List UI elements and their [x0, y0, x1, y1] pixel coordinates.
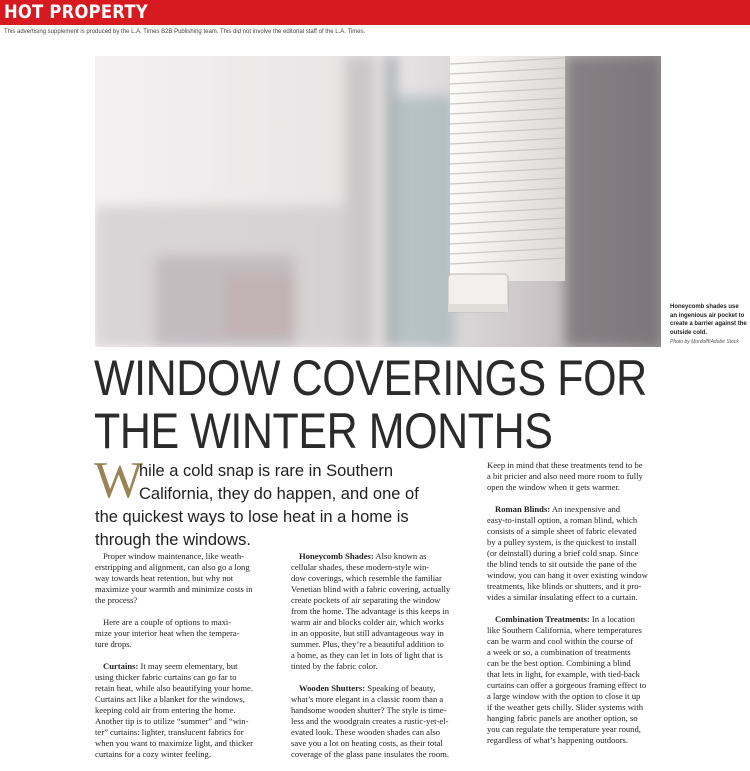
text-line: Curtains act like a blanket for the windows,: [95, 694, 245, 704]
lead-paragraph: [95, 460, 475, 552]
text-line: An inexpensive and: [550, 504, 621, 514]
text-line: keeping cold air from entering the home.: [95, 705, 236, 715]
text-line: if the weather gets chilly. Slider systems with: [487, 702, 644, 712]
subhead-wooden-shutters: Wooden Shutters:: [299, 683, 366, 693]
text-line: Venetian blind with a fabric covering, actually: [291, 584, 451, 594]
drop-cap: W: [94, 452, 144, 509]
paragraph: [487, 614, 687, 746]
text-line: treatments, like blinds or shutters, and it pro-: [487, 581, 642, 591]
text-line: regardless of what’s happening outdoors.: [487, 735, 629, 745]
text-line: way towards heat retention, but why not: [95, 573, 234, 583]
advertising-disclaimer: This advertising supplement is produced by the L.A. Times B2B Publishing team. This did not involve the editorial staff of the L.A. Times.: [4, 29, 366, 35]
subhead-combination-treatments: Combination Treatments:: [495, 614, 590, 624]
text-line: the blind tends to sit outside the pane of the: [487, 559, 637, 569]
text-line: when you want to maximize light, and thicker: [95, 738, 253, 748]
text-line: hanging fabric panels are another option, so: [487, 713, 638, 723]
lead-line: the quickest ways to lose heat in a home is: [95, 508, 409, 526]
caption-line: an ingenious air pocket to: [670, 312, 745, 319]
text-line: evated look. These wooden shades can also: [291, 727, 440, 737]
text-line: open the window when it gets warmer.: [487, 482, 620, 492]
text-line: what’s more elegant in a classic room than a: [291, 694, 444, 704]
subhead-honeycomb-shades: Honeycomb Shades:: [299, 551, 374, 561]
photo-illustration: [95, 56, 661, 347]
text-line: In a location: [589, 614, 635, 624]
paragraph: [487, 504, 687, 603]
body-column-2: [291, 551, 481, 771]
paragraph: [291, 551, 481, 672]
text-line: easy-to-install option, a roman blind, which: [487, 515, 638, 525]
text-line: by a pulley system, is the quickest to install: [487, 537, 637, 547]
paragraph: [291, 683, 481, 760]
text-line: erstripping and alignment, can also go a long: [95, 562, 250, 572]
text-line: vides a similar insulating effect to a curtain.: [487, 592, 638, 602]
subhead-roman-blinds: Roman Blinds:: [495, 504, 551, 514]
text-line: It may seem elementary, but: [138, 661, 238, 671]
text-line: dow coverings, which resemble the familiar: [291, 573, 442, 583]
text-line: in an opposite, but still advantageous way in: [291, 628, 444, 638]
text-line: ter” curtains: lighter, translucent fabrics for: [95, 727, 244, 737]
text-line: can be the best option. Combining a blind: [487, 658, 631, 668]
text-line: Also known as: [373, 551, 427, 561]
text-line: that lets in light, for example, with tied-back: [487, 669, 640, 679]
headline-line-2: THE WINTER MONTHS: [94, 403, 553, 459]
text-line: can be warm and cool within the course of: [487, 636, 634, 646]
text-line: using thicker fabric curtains can go far to: [95, 672, 237, 682]
body-column-1: [95, 551, 285, 771]
caption-line: Honeycomb shades use: [670, 304, 739, 310]
lead-line: through the windows.: [95, 531, 251, 549]
text-line: a week or so, a combination of treatments: [487, 647, 631, 657]
text-line: Keep in mind that these treatments tend to be: [487, 460, 643, 470]
text-line: mize your interior heat when the tempera-: [95, 628, 240, 638]
paragraph: [95, 551, 285, 606]
text-line: less and the woodgrain creates a rustic-yet-el-: [291, 716, 449, 726]
article-headline: [94, 350, 647, 459]
headline-line-1: WINDOW COVERINGS FOR: [94, 350, 647, 406]
text-line: Another tip is to utilize “summer” and “win-: [95, 716, 249, 726]
text-line: handsome wooden shutter? The style is time-: [291, 705, 447, 715]
photo-caption: [670, 303, 750, 337]
text-line: a large window with the option to close it up: [487, 691, 641, 701]
section-label: HOT PROPERTY: [4, 1, 148, 23]
text-line: like Southern California, where temperatures: [487, 625, 642, 635]
text-line: Proper window maintenance, like weath-: [103, 551, 245, 561]
body-column-3: [487, 460, 687, 757]
text-line: tinted by the fabric color.: [291, 661, 378, 671]
text-line: curtains for a cozy winter feeling.: [95, 749, 211, 759]
text-line: summer. Plus, they’re a beautiful addition to: [291, 639, 444, 649]
text-line: a bit pricier and also need more room to fully: [487, 471, 643, 481]
text-line: cellular shades, these modern-style win-: [291, 562, 430, 572]
text-line: from the home. The advantage is this keeps in: [291, 606, 450, 616]
paragraph: [95, 661, 285, 760]
text-line: the process?: [95, 595, 138, 605]
text-line: save you a lot on heating costs, as their total: [291, 738, 443, 748]
text-line: coverage of the glass pane insulates the room.: [291, 749, 449, 759]
photo-credit: Photo by Mordolff/Adobe Stock: [670, 339, 739, 345]
caption-line: create a barrier against the: [670, 321, 747, 327]
lead-line: California, they do happen, and one of: [139, 485, 419, 503]
text-line: a home, as they can let in lots of light that is: [291, 650, 443, 660]
text-line: window, you can hang it over existing window: [487, 570, 648, 580]
lead-line: hile a cold snap is rare in Southern: [139, 462, 394, 480]
honeycomb-shade-photo: [95, 56, 661, 347]
text-line: ture drops.: [95, 639, 132, 649]
paragraph: [487, 460, 687, 493]
text-line: you can regulate the temperature year round,: [487, 724, 641, 734]
text-line: consists of a simple sheet of fabric elevated: [487, 526, 637, 536]
text-line: retain heat, while also beautifying your home.: [95, 683, 253, 693]
section-header-bar: [0, 0, 750, 25]
subhead-curtains: Curtains:: [103, 661, 139, 671]
text-line: Speaking of beauty,: [365, 683, 436, 693]
text-line: maximize your warmth and minimize costs in: [95, 584, 253, 594]
paragraph: [95, 617, 285, 650]
text-line: Here are a couple of options to maxi-: [103, 617, 232, 627]
text-line: warm air and blocks colder air, which works: [291, 617, 444, 627]
caption-line: outside cold.: [670, 329, 708, 336]
text-line: curtains can offer a gorgeous framing effect to: [487, 680, 647, 690]
text-line: (or deinstall) during a brief cold snap. Since: [487, 548, 639, 558]
text-line: create pockets of air separating the window: [291, 595, 441, 605]
